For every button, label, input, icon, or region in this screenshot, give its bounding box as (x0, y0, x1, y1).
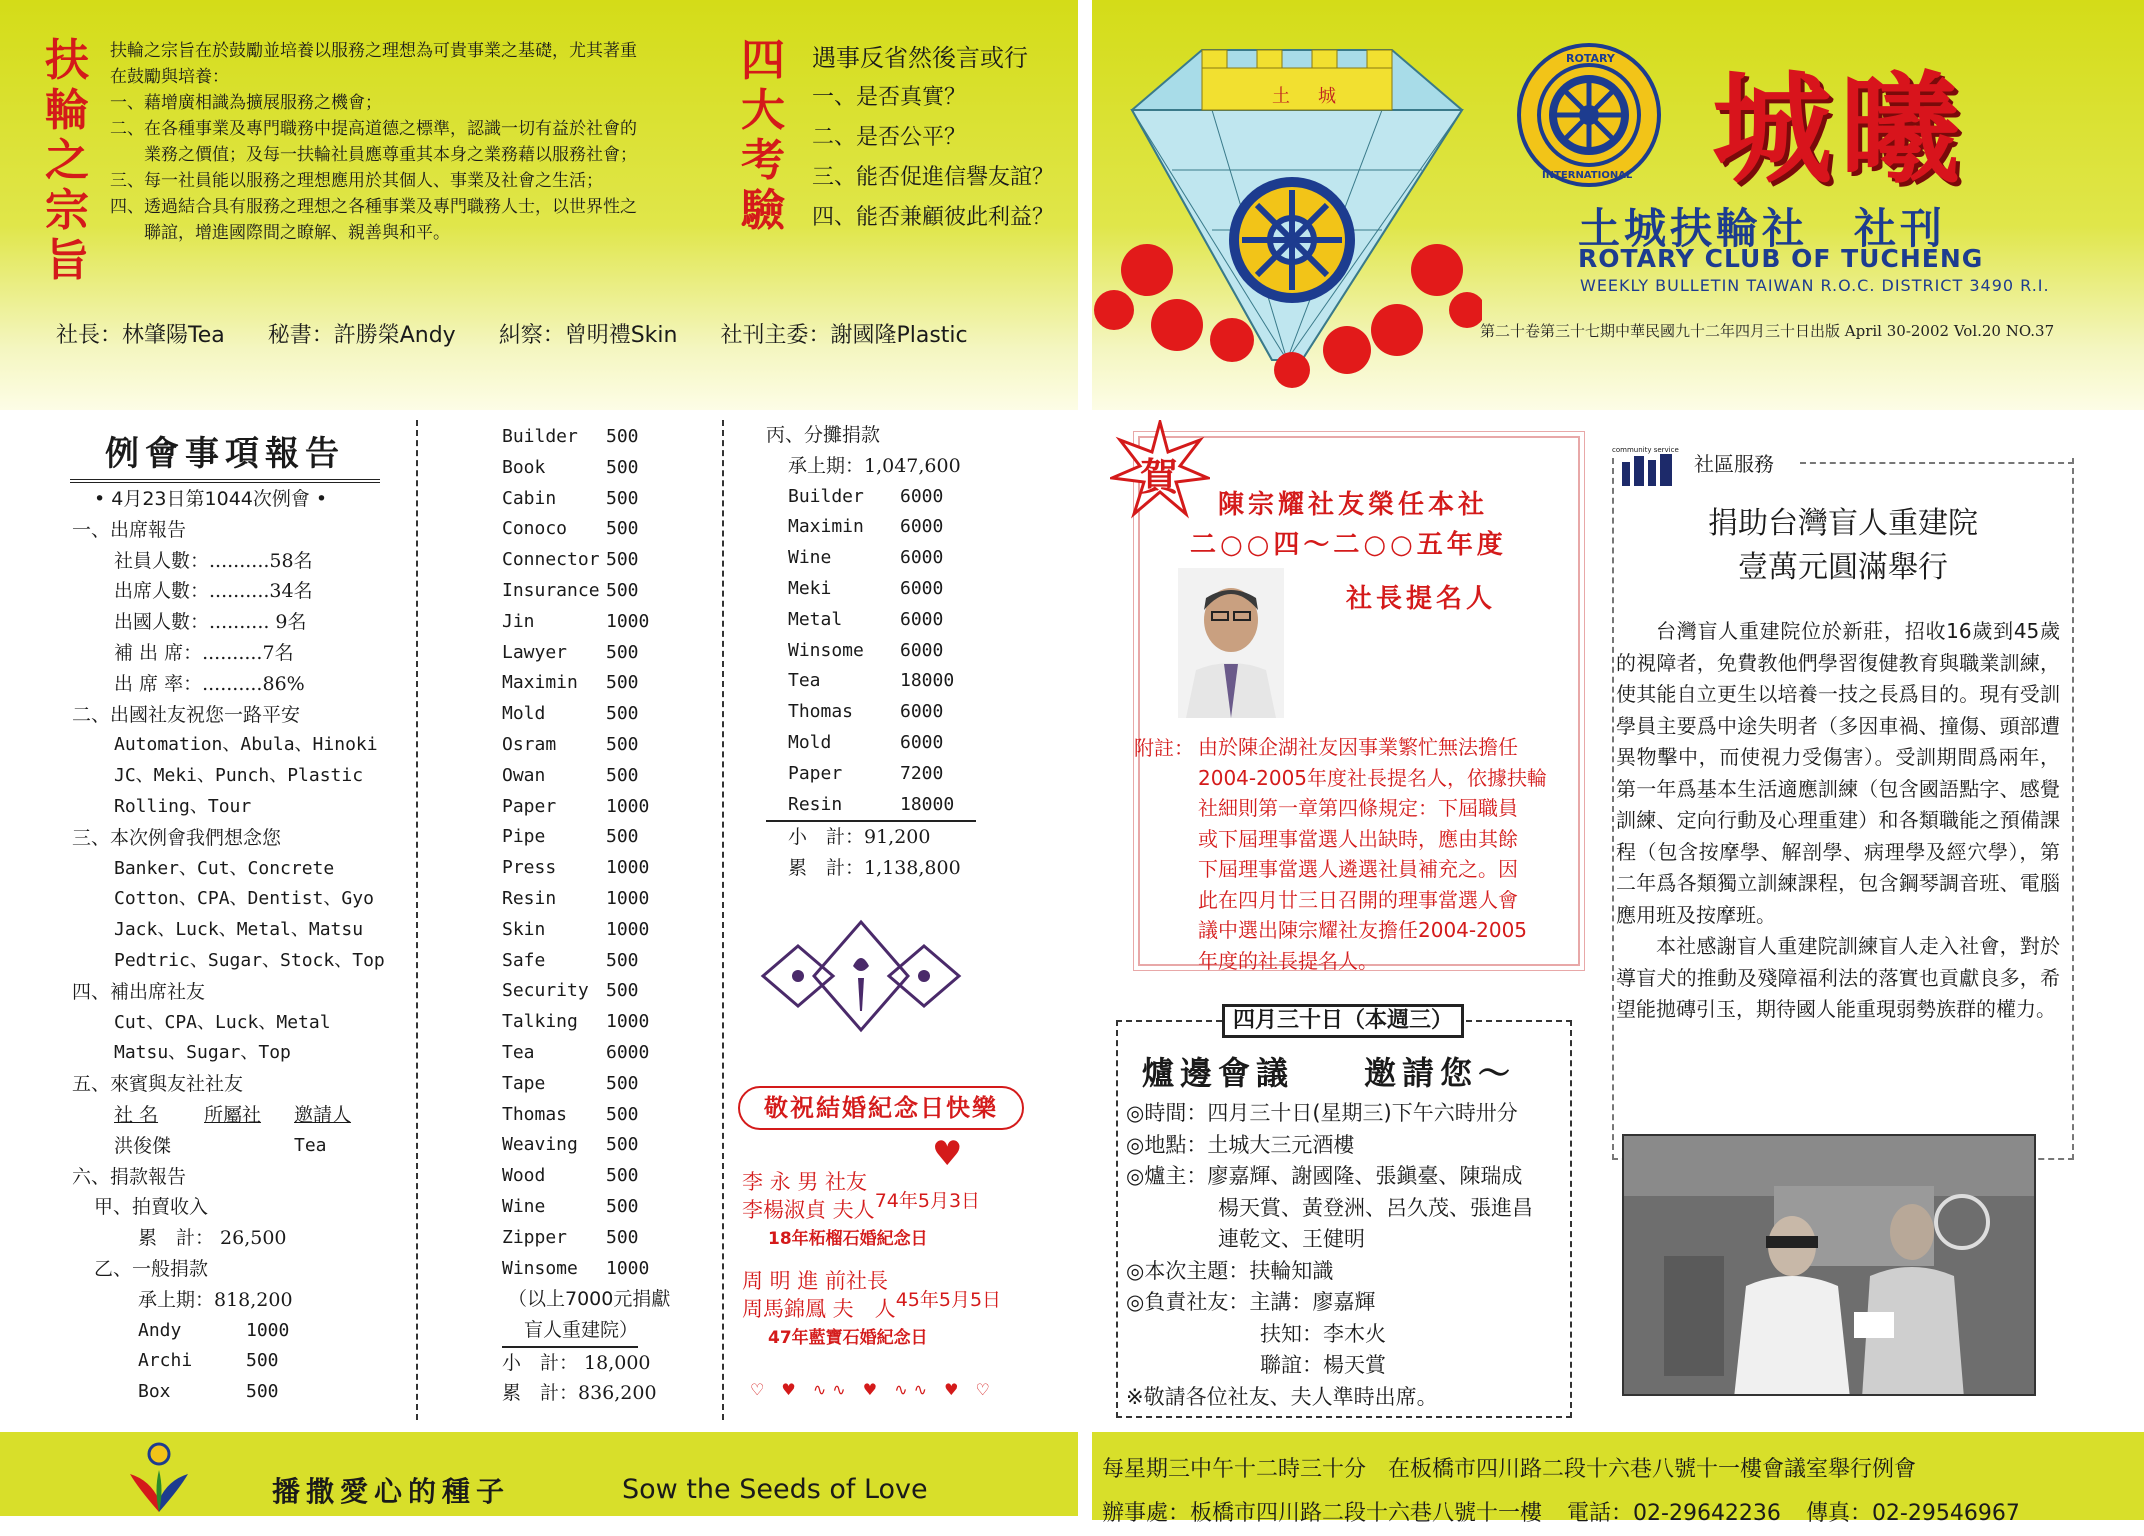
anniv-date: 45年5月5日 (895, 1289, 1002, 1311)
portrait-photo (1178, 568, 1284, 718)
community-text (1616, 616, 2060, 1026)
mission-line: 扶輪之宗旨在於鼓勵並培養以服務之理想為可貴事業之基礎，尤其著重 (110, 41, 637, 61)
fireside-hosts: 楊天賞、黃登洲、呂久茂、張進昌 (1218, 1195, 1533, 1220)
rotary-wheel-logo (1514, 40, 1664, 190)
congrats-note (1198, 732, 1568, 976)
donation-row (502, 545, 712, 576)
footer-contact (1102, 1496, 2020, 1527)
note-line: 此在四月廿三日召開的理事當選人會 (1198, 887, 1518, 912)
note-line: 社細則第一章第四條規定：下屆職員 (1198, 796, 1518, 820)
donor-amount: 500 (606, 426, 639, 447)
donor-amount: 6000 (900, 485, 944, 507)
name-list: Cut、CPA、Luck、Metal (114, 1011, 331, 1033)
mission-line: 二、在各種事業及專門職務中提高道德之標準，認識一切有益於社會的 (110, 119, 637, 139)
donor-amount: 500 (606, 949, 639, 971)
fireside-owner: ◎負責社友：主講：廖嘉輝 (1126, 1290, 1376, 1314)
footer-tel: 電話：02-29642236 (1567, 1501, 1781, 1526)
community-para: 台灣盲人重建院位於新莊，招收16歲到45歲的視障者，免費教他們學習復健教育與職業訓練，使其能自立更生以培養一技之長爲目的。現有受訓學員主要爲中途失明者（多因車禍、撞傷、頭部遭異物擊中，而使視力受傷害）。受訓期間爲兩年，第一年爲基本生活適應訓練（包含國語點字、感覺訓練、定向行動及心理重建）和各類職能之預備課程（包含按摩學、解剖學、病理學及經穴學），第二年爲各類獨立訓練課程，包含鋼琴調音班、電腦應用班及按摩班。 (1616, 619, 2060, 927)
test-line: 遇事反省然後言或行 (812, 44, 1028, 72)
fireside-place: ◎地點：土城大三元酒樓 (1126, 1132, 1355, 1157)
community-title-2: 壹萬元圓滿舉行 (1738, 550, 1948, 585)
donor-amount: 1000 (606, 1011, 650, 1033)
donor-amount: 6000 (900, 608, 944, 630)
donor-amount: 1000 (606, 795, 650, 817)
fireside-note: ※敬請各位社友、夫人準時出席。 (1126, 1384, 1438, 1409)
donor-name: Paper (502, 795, 557, 817)
donor-name: Andy (138, 1319, 182, 1341)
donor-name: Box (138, 1381, 171, 1403)
donor-amount: 500 (606, 1134, 639, 1156)
mission-line: 三、每一社員能以服務之理想應用於其個人、事業及社會之生活； (110, 171, 603, 191)
donor-amount: 500 (606, 518, 639, 540)
section-heading: 四、補出席社友 (72, 980, 206, 1003)
community-label: 社區服務 (1694, 448, 1782, 477)
test-line: 二、是否公平？ (812, 125, 967, 150)
donor-name: Wine (502, 1195, 546, 1217)
donation-row (502, 1007, 712, 1038)
anniv-wife: 周馬錦鳳 夫 人 (742, 1297, 896, 1321)
donation-row (502, 668, 712, 699)
donation-row (766, 666, 1066, 697)
anniv-note: 47年藍寶石婚紀念日 (768, 1328, 928, 1348)
name-list: Automation、Abula、Hinoki (114, 734, 378, 756)
donation-row (502, 915, 712, 946)
donation-note: （以上7000元捐獻 (508, 1288, 671, 1310)
donor-amount: 1000 (606, 1257, 650, 1279)
event-photo (1622, 1134, 2036, 1396)
donation-row (502, 484, 712, 515)
donor-name: Book (502, 456, 546, 478)
fireside-owner: 聯誼：楊天賞 (1260, 1353, 1386, 1377)
donor-amount: 500 (606, 764, 639, 786)
congrats-line3: 社長提名人 (1346, 584, 1497, 614)
donor-name: Paper (788, 762, 843, 784)
donor-amount: 500 (606, 456, 639, 478)
donation-row (72, 1346, 412, 1377)
anniv-wife-row (742, 1289, 1042, 1324)
donor-name: Winsome (788, 639, 864, 661)
donor-name: Security (502, 980, 589, 1002)
community-title-1: 捐助台灣盲人重建院 (1708, 506, 1978, 541)
footer-meeting: 每星期三中午十二時三十分 在板橋市四川路二段十六巷八號十一樓會議室舉行例會 (1102, 1457, 1917, 1482)
officer-editor: 社刊主委：謝國隆Plastic (720, 323, 968, 348)
fireside-date-tag (1222, 1004, 1464, 1038)
club-name: 土城扶輪社 社刊 (1578, 204, 1947, 253)
donation-total: 累 計：836,200 (502, 1382, 657, 1405)
donation-subtotal: 小 計： 18,000 (502, 1351, 651, 1374)
donation-row (766, 759, 1066, 790)
donation-row (502, 638, 712, 669)
donation-row (502, 453, 712, 484)
anniv-note: 18年柘榴石婚紀念日 (768, 1229, 928, 1249)
congrats-mark: 賀 (1140, 454, 1179, 499)
general-prev: 承上期：818,200 (138, 1288, 293, 1311)
donation-row (502, 576, 712, 607)
test-line: 四、能否兼顧彼此利益？ (812, 205, 1055, 230)
attendance-row: 社員人數：..........58名 (114, 549, 313, 572)
section-heading: 一、出席報告 (72, 518, 187, 541)
sub-heading: 乙、一般捐款 (94, 1257, 209, 1280)
fireside-details (1126, 1098, 1570, 1413)
donor-amount: 500 (246, 1381, 279, 1403)
apportioned-total: 累 計：1,138,800 (788, 857, 961, 880)
donation-row (502, 1192, 712, 1223)
donor-name: Mold (788, 731, 832, 753)
four-way-test-title: 四大考驗 (741, 35, 785, 236)
donor-name: Tea (788, 670, 821, 692)
donation-row (766, 482, 1066, 513)
apportioned-subtotal: 小 計：91,200 (766, 820, 976, 853)
mission-line: 業務之價值；及每一扶輪社員應尊重其本身之業務藉以服務社會； (110, 145, 637, 165)
community-para: 本社感謝盲人重建院訓練盲人走入社會，對於導盲犬的推動及殘障福利法的落實也貢獻良多，希望能拋磚引玉，期待國人能重現弱勢族群的權力。 (1616, 934, 2060, 1021)
donation-row (502, 853, 712, 884)
donor-name: Wood (502, 1165, 546, 1187)
anniv-wife: 李楊淑貞 夫人 (742, 1198, 875, 1222)
donor-name: Conoco (502, 518, 568, 540)
community-logo-caption: community service (1612, 446, 1679, 454)
donor-amount: 500 (606, 733, 639, 755)
donation-row (502, 1223, 712, 1254)
guest-name: 洪俊傑 (114, 1134, 172, 1157)
donation-summary (502, 1284, 712, 1409)
donor-amount: 500 (606, 703, 639, 725)
anniv-date: 74年5月3日 (874, 1190, 981, 1212)
donor-amount: 18000 (900, 670, 955, 692)
donor-amount: 6000 (900, 701, 944, 723)
issue-line: 第二十卷第三十七期中華民國九十二年四月三十日出版 April 30-2002 Vol.20 NO.37 (1480, 322, 2055, 340)
meeting-subtitle-text: 4月23日第1044次例會 (111, 488, 310, 510)
column-divider (416, 420, 418, 1420)
note-line: 或下屆理事當選人出缺時，應由其餘 (1198, 826, 1518, 851)
donor-amount: 6000 (900, 547, 944, 569)
donor-name: Press (502, 857, 557, 879)
club-name-en: ROTARY CLUB OF TUCHENG (1578, 244, 1984, 273)
fireside-owner: 扶知：李木火 (1260, 1321, 1386, 1346)
mission-text (110, 38, 690, 246)
anniversary-banner (738, 1086, 1024, 1130)
tulip-diamond-ornament (758, 916, 964, 1036)
donor-amount: 6000 (900, 731, 944, 753)
slogan-zh: 播撒愛心的種子 (272, 1475, 511, 1508)
donation-row (766, 605, 1066, 636)
donor-amount: 1000 (606, 887, 650, 909)
donation-row (502, 976, 712, 1007)
donor-amount: 7200 (900, 762, 944, 784)
donation-row (502, 422, 712, 453)
mission-line: 聯誼，增進國際間之瞭解、親善與和平。 (110, 223, 450, 243)
footer-fax: 傳真：02-29546967 (1805, 1501, 2020, 1526)
fireside-title-a: 爐邊會議 (1142, 1054, 1295, 1092)
donor-amount: 500 (606, 641, 639, 663)
mission-line: 在鼓勵與培養： (110, 67, 229, 87)
donor-name: Wine (788, 547, 832, 569)
hearts-ornament: ♡ ♥ ∿∿ ♥ ∿∿ ♥ ♡ (750, 1380, 996, 1399)
donor-name: Archi (138, 1350, 193, 1372)
guest-col: 所屬社 (204, 1103, 262, 1126)
donor-amount: 500 (606, 549, 639, 571)
donor-name: Maximin (788, 516, 864, 538)
donor-amount: 1000 (606, 857, 650, 879)
guest-col: 邀請人 (294, 1103, 352, 1126)
donation-row (502, 1038, 712, 1069)
meeting-subtitle: • 4月23日第1044次例會 • (94, 488, 328, 510)
mission-title: 扶輪之宗旨 (45, 35, 89, 286)
meeting-report-title: 例會事項報告 (70, 426, 380, 483)
name-list: Matsu、Sugar、Top (114, 1042, 291, 1064)
anniversary-title: 敬祝結婚紀念日快樂 (764, 1094, 998, 1122)
logo-text: INTERNATIONAL (1542, 170, 1633, 181)
donor-amount: 500 (606, 487, 639, 509)
donor-name: Mold (502, 703, 546, 725)
community-label-rule (1800, 462, 2074, 464)
seeds-logo-icon (124, 1440, 194, 1514)
apportioned-prev: 承上期：1,047,600 (788, 454, 961, 477)
donor-amount: 500 (606, 826, 639, 848)
guest-row (72, 1131, 412, 1162)
donation-row (502, 607, 712, 638)
donation-row (502, 946, 712, 977)
section-heading: 五、來賓與友社社友 (72, 1073, 244, 1096)
gem-label: 土 (1272, 86, 1290, 107)
gem-label: 城 (1318, 86, 1336, 107)
donor-amount: 500 (606, 1072, 639, 1094)
donor-amount: 500 (606, 1226, 639, 1248)
event-photo-image (1624, 1136, 2036, 1396)
page-fold (1078, 0, 1092, 1536)
apportioned-list (766, 482, 1066, 821)
donation-row (502, 730, 712, 761)
officers-line (56, 318, 1004, 349)
donor-name: Resin (502, 887, 557, 909)
test-line: 三、能否促進信譽友誼？ (812, 165, 1055, 190)
section-heading: 丙、分攤捐款 (766, 424, 881, 446)
donor-name: Connector (502, 549, 600, 571)
section-heading: 三、本次例會我們想念您 (72, 826, 282, 849)
slogan-en: Sow the Seeds of Love (622, 1474, 928, 1505)
donor-name: Thomas (502, 1103, 568, 1125)
donor-amount: 1000 (246, 1319, 290, 1341)
community-title (1612, 502, 2074, 590)
donor-amount: 18000 (900, 793, 955, 815)
donor-name: Tape (502, 1072, 546, 1094)
donation-row (766, 543, 1066, 574)
donation-row (502, 1161, 712, 1192)
donor-amount: 500 (606, 579, 639, 601)
congrats-line1: 陳宗耀社友榮任本社 (1218, 490, 1489, 520)
donor-amount: 1000 (606, 918, 650, 940)
anniversary-block (742, 1168, 1042, 1352)
name-list: Rolling、Tour (114, 795, 252, 817)
apportioned-col (766, 420, 1066, 884)
congrats-line2: 二○○四～二○○五年度 (1190, 530, 1507, 560)
note-line: 下屆理事當選人遴選社員補充之。因 (1198, 857, 1518, 881)
donor-name: Thomas (788, 701, 854, 723)
donor-amount: 6000 (900, 516, 944, 538)
attendance-row: 補 出 席：..........7名 (114, 641, 294, 664)
donor-name: Tea (502, 1041, 535, 1063)
meeting-report-col (72, 484, 412, 1408)
donation-row (766, 790, 1066, 821)
name-list: Banker、Cut、Concrete (114, 857, 335, 879)
section-heading: 二、出國社友祝您一路平安 (72, 703, 301, 726)
donor-amount: 1000 (606, 610, 650, 632)
donation-row (766, 512, 1066, 543)
fireside-title-b: 邀請您～ (1364, 1054, 1517, 1092)
donation-row (502, 699, 712, 730)
donor-amount: 500 (606, 1165, 639, 1187)
donor-name: Lawyer (502, 641, 568, 663)
name-list: Jack、Luck、Metal、Matsu (114, 919, 364, 941)
bulletin-title: 城曦 (1712, 59, 1968, 200)
column-divider (722, 420, 724, 1420)
donor-name: Owan (502, 764, 546, 786)
donation-row (766, 636, 1066, 667)
donation-list-col (502, 422, 712, 1284)
four-way-test-text (812, 38, 1054, 238)
donor-name: Builder (502, 426, 578, 447)
test-line: 一、是否真實？ (812, 85, 967, 110)
donor-amount: 6000 (900, 639, 944, 661)
donation-row (502, 1100, 712, 1131)
guest-header-row (72, 1100, 412, 1131)
donation-note: 盲人重建院） (502, 1315, 638, 1348)
donor-name: Builder (788, 485, 864, 507)
donation-row (502, 1254, 712, 1285)
sub-heading: 甲、拍賣收入 (94, 1196, 209, 1219)
donation-row (502, 884, 712, 915)
section-heading: 六、捐款報告 (72, 1165, 187, 1188)
donor-name: Metal (788, 608, 843, 630)
attendance-row: 出席人數：..........34名 (114, 580, 313, 603)
officer-president: 社長：林肇陽Tea (56, 323, 225, 348)
fireside-time: ◎時間：四月三十日(星期三)下午六時卅分 (1126, 1101, 1518, 1125)
note-line: 議中選出陳宗耀社友擔任2004-2005 (1198, 918, 1528, 942)
fireside-hosts: ◎爐主：廖嘉輝、謝國隆、張鎭臺、陳瑞成 (1126, 1164, 1523, 1188)
donation-row (766, 697, 1066, 728)
donor-amount: 500 (606, 1195, 639, 1217)
attendance-row: 出 席 率：..........86% (114, 672, 305, 695)
donation-row (502, 792, 712, 823)
name-list: Pedtric、Sugar、Stock、Top (114, 949, 385, 971)
donor-amount: 500 (606, 1103, 639, 1125)
donor-name: Talking (502, 1011, 578, 1033)
donor-name: Meki (788, 577, 832, 599)
footer-office: 辦事處：板橋市四川路二段十六巷八號十一樓 (1102, 1501, 1543, 1526)
attendance-row: 出國人數：.......... 9名 (114, 611, 307, 634)
donor-name: Skin (502, 918, 546, 940)
name-list: Cotton、CPA、Dentist、Gyo (114, 888, 374, 910)
donation-row (72, 1316, 412, 1347)
donor-amount: 500 (246, 1350, 279, 1372)
congrats-note-label: 附註： (1134, 736, 1194, 760)
anniv-husband: 李 永 男 社友 (742, 1170, 868, 1194)
donor-name: Zipper (502, 1226, 568, 1248)
fireside-hosts: 連乾文、王健明 (1218, 1227, 1365, 1251)
donor-amount: 6000 (606, 1041, 650, 1063)
logo-text: ROTARY (1566, 52, 1615, 65)
donation-row (502, 822, 712, 853)
anniv-wife-row (742, 1190, 1042, 1225)
donation-row (502, 1069, 712, 1100)
donor-name: Osram (502, 733, 557, 755)
heart-icon: ♥ (932, 1134, 963, 1174)
anniv-husband: 周 明 進 前社長 (742, 1269, 889, 1293)
note-line: 年度的社長提名人。 (1198, 948, 1378, 973)
donor-name: Winsome (502, 1257, 578, 1279)
officer-secretary: 秘書：許勝榮Andy (267, 323, 456, 348)
donor-amount: 500 (606, 672, 639, 694)
weekly-bulletin-line: WEEKLY BULLETIN TAIWAN R.O.C. DISTRICT 3490 R.I. (1580, 276, 2050, 295)
donor-name: Cabin (502, 487, 557, 509)
guest-col: 社 名 (114, 1103, 159, 1126)
fireside-topic: ◎本次主題：扶輪知識 (1126, 1258, 1334, 1283)
guest-inviter: Tea (294, 1134, 327, 1156)
donor-name: Insurance (502, 579, 600, 601)
donation-row (502, 761, 712, 792)
name-list: JC、Meki、Punch、Plastic (114, 765, 364, 787)
donation-row (502, 514, 712, 545)
note-line: 2004-2005年度社長提名人，依據扶輪 (1198, 765, 1548, 790)
officer-sergeant: 糾察：曾明禮Skin (498, 323, 678, 348)
auction-total: 累 計： 26,500 (138, 1227, 287, 1250)
donor-name: Weaving (502, 1134, 578, 1156)
mission-line: 四、透過結合具有服務之理想之各種事業及專門職務人士，以世界性之 (110, 197, 637, 217)
donation-row (766, 574, 1066, 605)
donor-amount: 6000 (900, 577, 944, 599)
donor-name: Resin (788, 793, 843, 815)
diamond-logo-graphic (1092, 40, 1482, 390)
mission-line: 一、藉增廣相識為擴展服務之機會； (110, 93, 382, 113)
donor-name: Jin (502, 610, 535, 632)
fireside-date: 四月三十日（本週三） (1233, 1008, 1454, 1033)
donor-name: Maximin (502, 672, 578, 694)
donor-name: Pipe (502, 826, 546, 848)
donation-row (766, 728, 1066, 759)
donor-name: Safe (502, 949, 546, 971)
donor-amount: 500 (606, 980, 639, 1002)
donation-row (72, 1377, 412, 1408)
note-line: 由於陳企湖社友因事業繁忙無法擔任 (1198, 735, 1518, 759)
donation-row (502, 1130, 712, 1161)
